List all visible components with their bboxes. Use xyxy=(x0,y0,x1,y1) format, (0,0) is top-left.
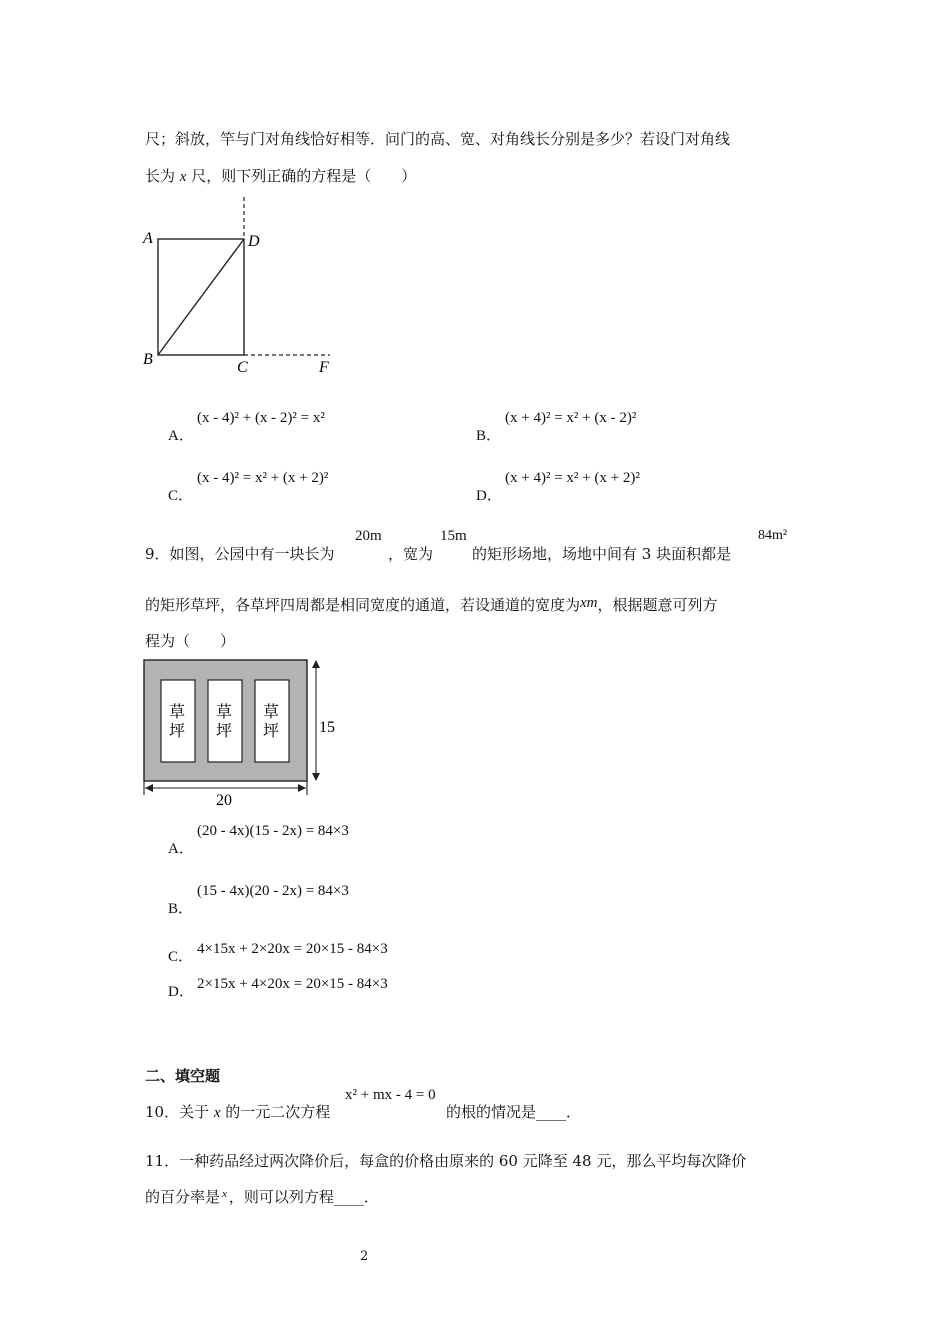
q9-var: xm xyxy=(580,595,598,611)
q9-option-c-formula: 4×15x + 2×20x = 20×15 - 84×3 xyxy=(197,941,388,957)
q11-line1: 11．一种药品经过两次降价后，每盒的价格由原来的 60 元降至 48 元，那么平均每次降价 xyxy=(145,1152,747,1170)
q8-option-d-text: (x + 4)² = x² + (x + 2)² xyxy=(505,470,640,486)
q11-line2-pre: 的百分率是 xyxy=(145,1188,221,1206)
q9-line2-a: 的矩形草坪，各草坪四周都是相同宽度的通道，若设通道的宽度为 xyxy=(145,596,581,614)
lawn-3-label-top: 草 xyxy=(263,704,280,721)
q8-option-a-formula xyxy=(197,410,325,427)
q10-formula: x² + mx - 4 = 0 xyxy=(345,1087,436,1103)
height-arrow-bottom xyxy=(312,773,320,781)
lawn-2 xyxy=(208,680,242,762)
q9-option-c-letter: C． xyxy=(168,949,194,965)
q11-var: x xyxy=(222,1188,227,1200)
q9-line1-b: ，宽为 xyxy=(388,545,434,563)
q8-line2-pre: 长为 xyxy=(145,167,180,185)
q9-option-b-letter: B． xyxy=(168,901,194,917)
lawn-2-label-bottom: 坪 xyxy=(216,723,233,740)
lawn-2-label-top: 草 xyxy=(216,704,233,721)
q10-mid: 的一元二次方程 xyxy=(220,1103,331,1121)
q10-line xyxy=(145,1101,330,1122)
q9-option-d-formula: 2×15x + 4×20x = 20×15 - 84×3 xyxy=(197,976,388,992)
q8-option-a-text: (x - 4)² + (x - 2)² = x² xyxy=(197,410,325,426)
label-d: D xyxy=(248,233,260,250)
q9-area: 84m² xyxy=(758,528,788,543)
q8-line2 xyxy=(145,165,416,186)
lawn-3-label-bottom: 坪 xyxy=(263,723,280,740)
label-c: C xyxy=(237,359,248,376)
q8-line1: 尺；斜放，竿与门对角线恰好相等．问门的高、宽、对角线长分别是多少？若设门对角线 xyxy=(145,130,731,148)
label-b: B xyxy=(143,351,153,368)
q9-width: 15m xyxy=(440,528,467,544)
park-figure xyxy=(140,655,350,810)
q9-option-b-formula: (15 - 4x)(20 - 2x) = 84×3 xyxy=(197,883,349,899)
section-heading: 二、填空题 xyxy=(145,1067,221,1085)
height-arrow-top xyxy=(312,660,320,668)
q10-post: 的根的情况是____． xyxy=(446,1103,582,1121)
q9-option-a-formula: (20 - 4x)(15 - 2x) = 84×3 xyxy=(197,823,349,839)
q8-option-c-formula xyxy=(197,470,328,487)
width-arrow-left xyxy=(145,784,153,792)
page-number: 2 xyxy=(360,1249,369,1264)
q11-line2 xyxy=(145,1186,379,1207)
q8-option-b-text: (x + 4)² = x² + (x - 2)² xyxy=(505,410,637,426)
width-arrow-right xyxy=(298,784,306,792)
q9-option-d-letter: D． xyxy=(168,984,194,1000)
q9-line2-b: ，根据题意可列方 xyxy=(597,596,718,614)
lawn-1 xyxy=(161,680,195,762)
q8-line2-post: 尺，则下列正确的方程是（ ） xyxy=(186,167,417,185)
label-a: A xyxy=(143,230,153,247)
q9-line1 xyxy=(145,543,335,564)
q8-option-c-letter: C． xyxy=(168,488,194,504)
label-f: F xyxy=(319,359,329,376)
q9-line1-a: 9．如图，公园中有一块长为 xyxy=(145,545,335,563)
q11-line2-post: ，则可以列方程____． xyxy=(228,1188,379,1206)
q9-line1-c: 的矩形场地，场地中间有 3 块面积都是 xyxy=(472,545,732,563)
door-diagonal xyxy=(158,239,244,355)
q9-line2 xyxy=(145,594,718,615)
q8-line2-var: x xyxy=(179,169,187,185)
q10-pre: 10．关于 xyxy=(145,1103,214,1121)
q8-option-d-formula xyxy=(505,470,640,487)
width-label: 20 xyxy=(216,792,232,809)
lawn-1-label-top: 草 xyxy=(169,704,186,721)
lawn-3 xyxy=(255,680,289,762)
lawn-1-label-bottom: 坪 xyxy=(169,723,186,740)
q8-option-a-letter: A． xyxy=(168,428,194,444)
q8-option-d-letter: D． xyxy=(476,488,502,504)
door-figure xyxy=(140,195,340,380)
q8-option-b-formula xyxy=(505,410,636,427)
q8-option-c-text: (x - 4)² = x² + (x + 2)² xyxy=(197,470,329,486)
q8-option-b-letter: B． xyxy=(476,428,502,444)
height-label: 15 xyxy=(319,719,335,736)
q9-line3: 程为（ ） xyxy=(145,632,236,650)
q9-length: 20m xyxy=(355,528,382,544)
q10-var: x xyxy=(213,1105,221,1121)
q9-option-a-letter: A． xyxy=(168,841,194,857)
